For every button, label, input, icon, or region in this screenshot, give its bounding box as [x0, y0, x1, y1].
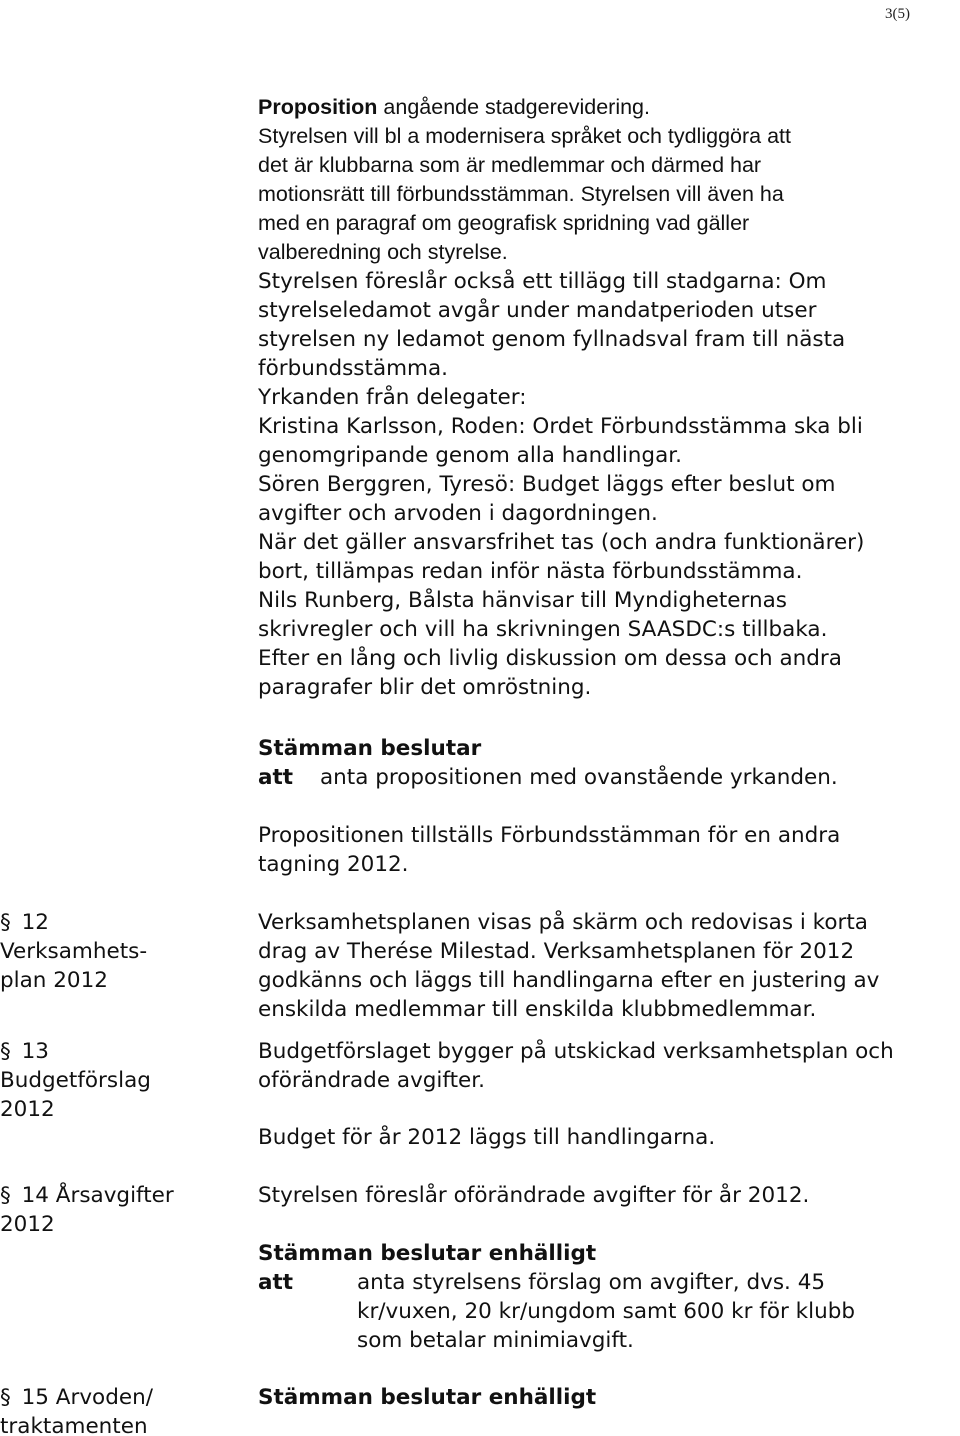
proposition-line: valberedning och styrelse. — [258, 240, 508, 264]
note-line: tagning 2012. — [258, 852, 409, 877]
proposition-line: med en paragraf om geografisk spridning vad gäller — [258, 211, 750, 235]
section-title: 2012 — [0, 1097, 55, 1122]
proposition-line: paragrafer blir det omröstning. — [258, 675, 592, 700]
fees-decision-block — [258, 1239, 958, 1355]
proposition-line: Styrelsen föreslår också ett tillägg till stadgarna: Om — [258, 269, 827, 294]
section-sign-icon: § — [0, 1039, 11, 1064]
fees-att-row — [258, 1268, 958, 1355]
section-14 — [0, 1181, 250, 1239]
section-15 — [0, 1383, 250, 1436]
fees-proposal: Styrelsen föreslår oförändrade avgifter för år 2012. — [258, 1183, 810, 1208]
proposition-line: Yrkanden från delegater: — [258, 385, 527, 410]
budget-block — [258, 1037, 958, 1095]
proposition-heading-line — [258, 93, 958, 122]
section-sign-icon: § — [0, 910, 11, 935]
fees-decision-heading: Stämman beslutar enhälligt — [258, 1241, 597, 1266]
decision-block — [258, 734, 958, 792]
proposition-line: Nils Runberg, Bålsta hänvisar till Myndigheternas — [258, 588, 787, 613]
section-title: 15 Arvoden/ — [21, 1385, 153, 1410]
section-number: 13 — [21, 1039, 49, 1064]
section-title: 14 Årsavgifter — [21, 1183, 174, 1208]
section-title: 2012 — [0, 1212, 55, 1237]
plan-line: drag av Therése Milestad. Verksamhetsplanen för 2012 — [258, 939, 855, 964]
proposition-line: styrelsen ny ledamot genom fyllnadsval fram till nästa — [258, 327, 846, 352]
proposition-line: avgifter och arvoden i dagordningen. — [258, 501, 658, 526]
proposition-line: Styrelsen vill bl a modernisera språket och tydliggöra att — [258, 124, 791, 148]
fees-decision-line: som betalar minimiavgift. — [357, 1328, 634, 1353]
note-block — [258, 821, 958, 879]
proposition-line: det är klubbarna som är medlemmar och därmed har — [258, 153, 762, 177]
proposition-line: bort, tillämpas redan inför nästa förbundsstämma. — [258, 559, 803, 584]
fees-decision-line: kr/vuxen, 20 kr/ungdom samt 600 kr för klubb — [357, 1299, 855, 1324]
section-sign-icon: § — [0, 1183, 11, 1208]
proposition-line: Kristina Karlsson, Roden: Ordet Förbundsstämma ska bli — [258, 414, 863, 439]
decision-heading: Stämman beslutar — [258, 736, 482, 761]
proposition-line: förbundsstämma. — [258, 356, 449, 381]
att-label: att — [258, 765, 294, 790]
section-13 — [0, 1037, 250, 1124]
proposition-line: genomgripande genom alla handlingar. — [258, 443, 682, 468]
plan-line: Verksamhetsplanen visas på skärm och redovisas i korta — [258, 910, 868, 935]
section-title: Verksamhets- — [0, 939, 148, 964]
note-line: Propositionen tillställs Förbundsstämman för en andra — [258, 823, 841, 848]
budget-line: Budgetförslaget bygger på utskickad verksamhetsplan och — [258, 1039, 894, 1064]
decision-att-row — [258, 763, 958, 792]
section-number: 12 — [21, 910, 49, 935]
budget-decision-block — [258, 1123, 958, 1152]
plan-line: godkänns och läggs till handlingarna efter en justering av — [258, 968, 880, 993]
proposition-line: styrelseledamot avgår under mandatperioden utser — [258, 298, 817, 323]
section-sign-icon: § — [0, 1385, 11, 1410]
proposition-line: Sören Berggren, Tyresö: Budget läggs efter beslut om — [258, 472, 836, 497]
fees-block — [258, 1181, 958, 1210]
budget-decision: Budget för år 2012 läggs till handlingarna. — [258, 1125, 716, 1150]
proposition-line: skrivregler och vill ha skrivningen SAASDC:s tillbaka. — [258, 617, 828, 642]
plan-line: enskilda medlemmar till enskilda klubbmedlemmar. — [258, 997, 817, 1022]
fees-decision-line: anta styrelsens förslag om avgifter, dvs. 45 — [357, 1270, 826, 1295]
allowances-decision-heading: Stämman beslutar enhälligt — [258, 1385, 597, 1410]
budget-line: oförändrade avgifter. — [258, 1068, 485, 1093]
section-title: Budgetförslag — [0, 1068, 151, 1093]
allowances-block — [258, 1383, 958, 1412]
att-label: att — [258, 1270, 294, 1295]
proposition-line: Efter en lång och livlig diskussion om dessa och andra — [258, 646, 842, 671]
section-title: traktamenten — [0, 1414, 148, 1436]
section-title: plan 2012 — [0, 968, 108, 993]
proposition-line: motionsrätt till förbundsstämman. Styrelsen vill även ha — [258, 182, 784, 206]
proposition-block — [258, 93, 958, 702]
page-number: 3(5) — [885, 6, 910, 22]
proposition-line: När det gäller ansvarsfrihet tas (och andra funktionärer) — [258, 530, 865, 555]
section-12 — [0, 908, 250, 995]
decision-text: anta propositionen med ovanstående yrkanden. — [320, 765, 838, 790]
proposition-heading-rest: angående stadgerevidering. — [377, 95, 650, 119]
plan-block — [258, 908, 958, 1024]
proposition-heading: Proposition — [258, 95, 378, 119]
